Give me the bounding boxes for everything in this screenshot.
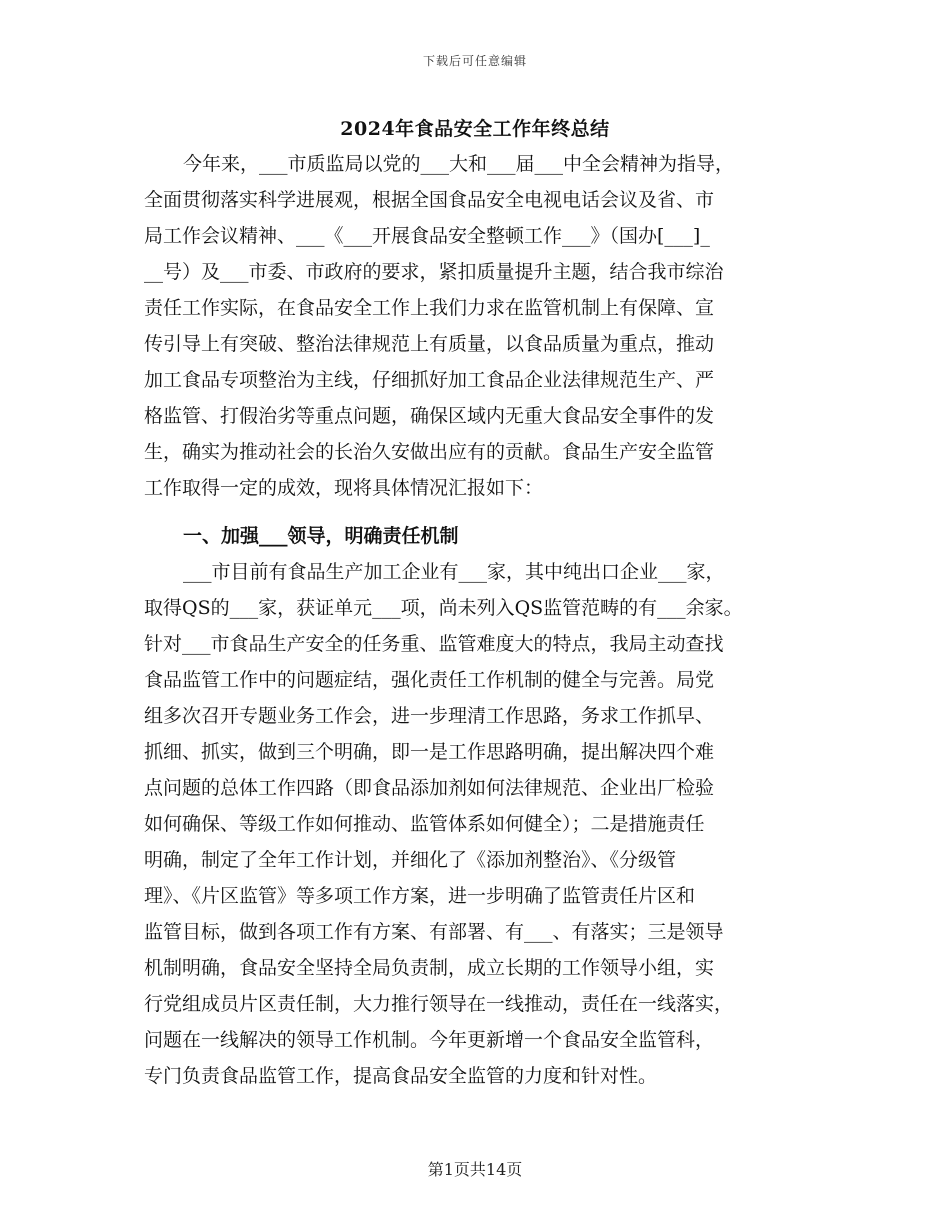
body-line: 针对___市食品生产安全的任务重、监管难度大的特点，我局主动查找 — [144, 633, 724, 655]
body-line: 机制明确，食品安全坚持全局负责制，成立长期的工作领导小组，实 — [144, 957, 715, 979]
body-line: 工作取得一定的成效，现将具体情况汇报如下： — [144, 477, 544, 499]
section-heading: 一、加强___领导，明确责任机制 — [183, 525, 459, 547]
body-line: 局工作会议精神、___《___开展食品安全整顿工作___》（国办[___]_ — [144, 225, 710, 247]
body-line: 取得QS的___家，获证单元___项，尚未列入QS监管范畴的有___余家。 — [144, 597, 743, 619]
body-line: 传引导上有突破、整治法律规范上有质量，以食品质量为重点，推动 — [144, 333, 715, 355]
body-line: __号）及___市委、市政府的要求，紧扣质量提升主题，结合我市综治 — [144, 261, 724, 283]
body-line: 生，确实为推动社会的长治久安做出应有的贡献。食品生产安全监管 — [144, 441, 715, 463]
body-line: 点问题的总体工作四路（即食品添加剂如何法律规范、企业出厂检验 — [144, 777, 715, 799]
page-header-note: 下载后可任意编辑 — [422, 54, 527, 68]
body-line: 组多次召开专题业务工作会，进一步理清工作思路，务求工作抓早、 — [144, 705, 715, 727]
body-line: 问题在一线解决的领导工作机制。今年更新增一个食品安全监管科， — [144, 1029, 715, 1051]
body-line: 明确，制定了全年工作计划，并细化了《添加剂整治》、《分级管 — [144, 849, 677, 871]
body-line: 理》、《片区监管》等多项工作方案，进一步明确了监管责任片区和 — [144, 885, 696, 907]
body-line: 如何确保、等级工作如何推动、监管体系如何健全）；二是措施责任 — [144, 813, 705, 835]
body-line: 抓细、抓实，做到三个明确，即一是工作思路明确，提出解决四个难 — [144, 741, 715, 763]
body-line: ___市目前有食品生产加工企业有___家，其中纯出口企业___家， — [183, 561, 725, 583]
body-line: 加工食品专项整治为主线，仔细抓好加工食品企业法律规范生产、严 — [144, 369, 715, 391]
document-title: 2024年食品安全工作年终总结 — [340, 118, 610, 140]
body-line: 监管目标，做到各项工作有方案、有部署、有___、有落实；三是领导 — [144, 921, 724, 943]
body-line: 格监管、打假治劣等重点问题，确保区域内无重大食品安全事件的发 — [144, 405, 715, 427]
body-line: 全面贯彻落实科学进展观，根据全国食品安全电视电话会议及省、市 — [144, 189, 715, 211]
page-number-footer: 第1页共14页 — [427, 1160, 523, 1179]
body-line: 专门负责食品监管工作，提高食品安全监管的力度和针对性。 — [144, 1065, 658, 1087]
body-line: 责任工作实际，在食品安全工作上我们力求在监管机制上有保障、宣 — [144, 297, 715, 319]
body-line: 食品监管工作中的问题症结，强化责任工作机制的健全与完善。局党 — [144, 669, 715, 691]
body-line: 今年来，___市质监局以党的___大和___届___中全会精神为指导， — [183, 153, 735, 175]
body-line: 行党组成员片区责任制，大力推行领导在一线推动，责任在一线落实， — [144, 993, 734, 1015]
